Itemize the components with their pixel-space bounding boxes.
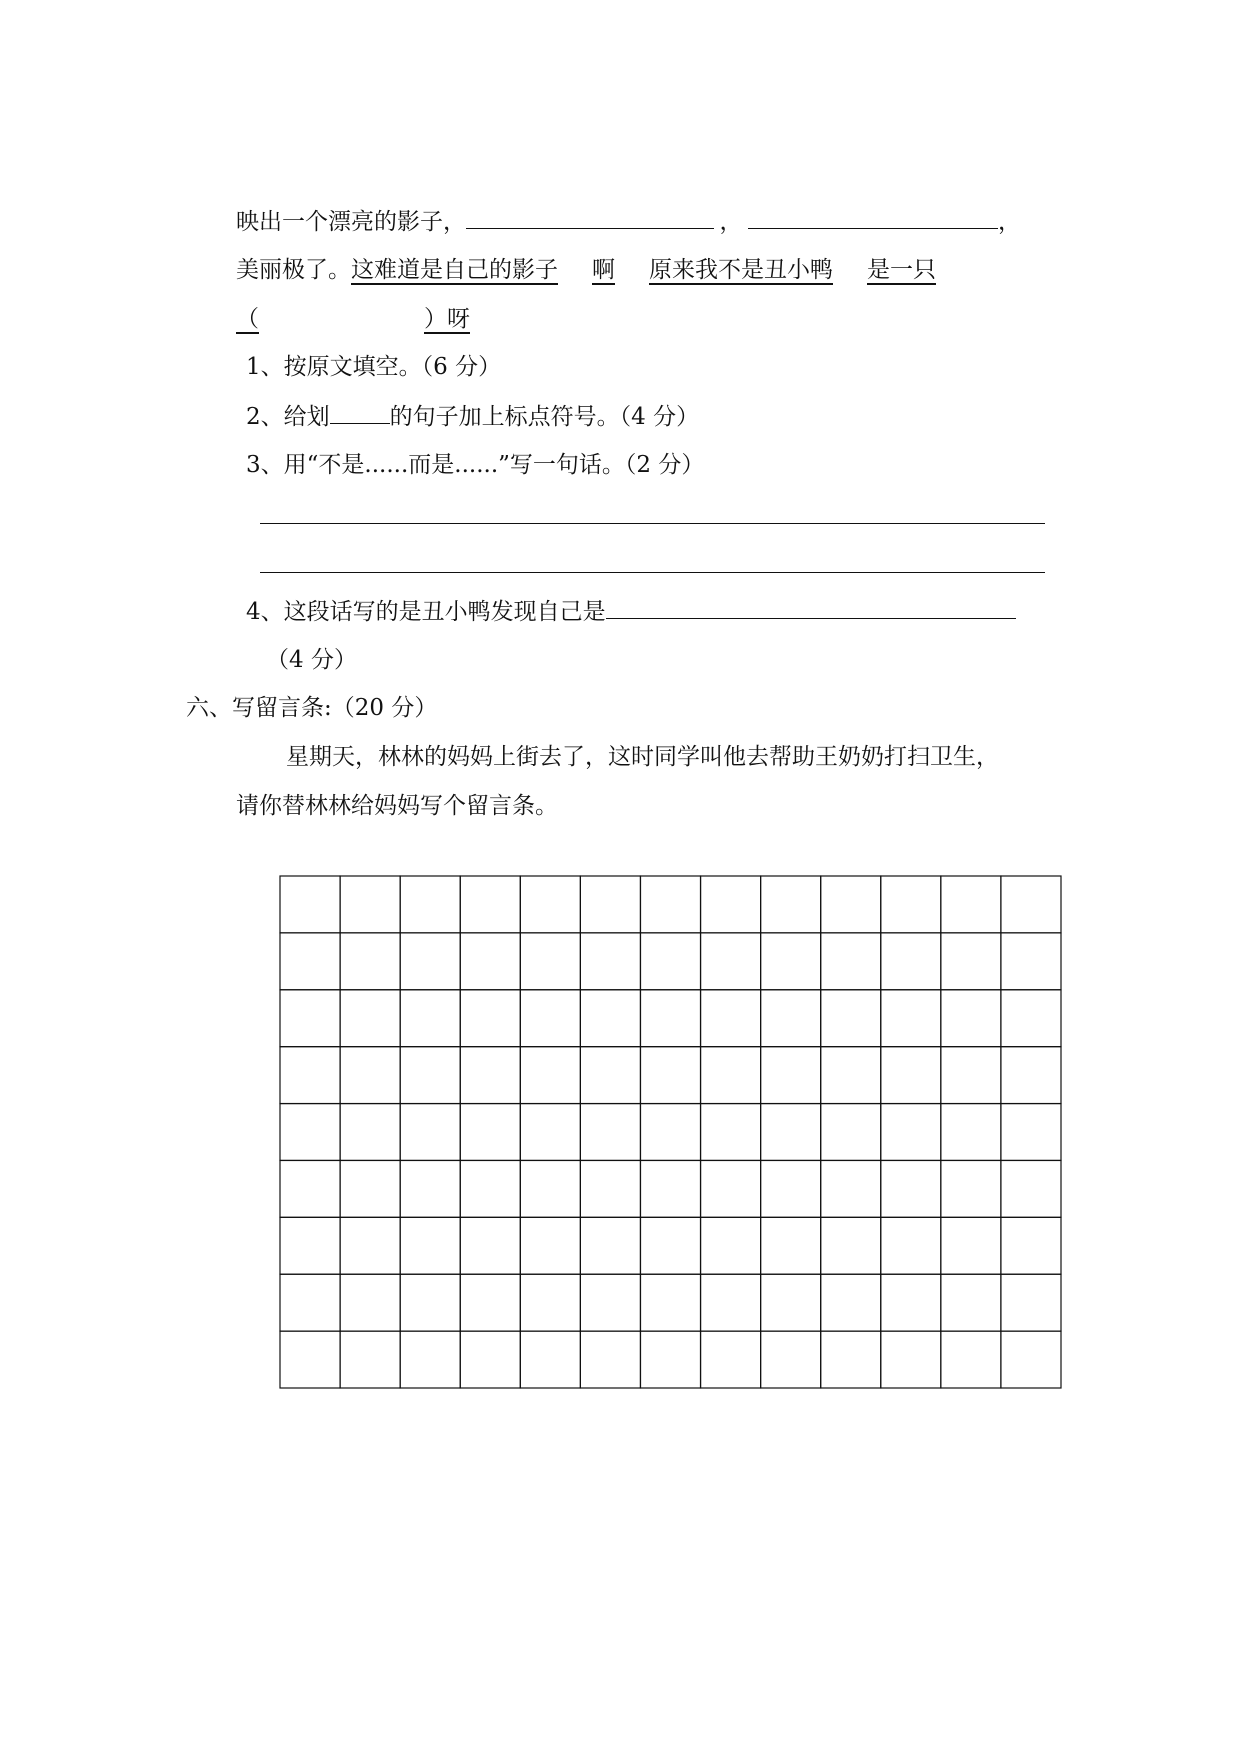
question-1: 1、按原文填空。（6 分） [246,354,502,380]
grid-cell[interactable] [280,933,340,990]
writing-grid[interactable] [279,875,1062,1389]
grid-cell[interactable] [400,1160,460,1217]
paren-close: ）呀 [424,306,470,332]
grid-cell[interactable] [941,876,1001,933]
section-6-prompt-line-2: 请你替林林给妈妈写个留言条。 [236,793,558,819]
grid-cell[interactable] [821,1047,881,1104]
grid-cell[interactable] [640,1104,700,1161]
grid-cell[interactable] [761,1274,821,1331]
grid-cell[interactable] [640,1160,700,1217]
grid-cell[interactable] [881,1217,941,1274]
grid-cell[interactable] [460,990,520,1047]
grid-cell[interactable] [280,1160,340,1217]
grid-cell[interactable] [580,1047,640,1104]
grid-cell[interactable] [340,1217,400,1274]
grid-cell[interactable] [640,1217,700,1274]
grid-cell[interactable] [520,1274,580,1331]
grid-cell[interactable] [640,1047,700,1104]
passage-line-1 [236,206,1021,237]
grid-cell[interactable] [280,1047,340,1104]
grid-cell[interactable] [881,1274,941,1331]
question-2 [246,401,699,432]
grid-cell[interactable] [520,933,580,990]
grid-cell[interactable] [941,1217,1001,1274]
fill-blank-4[interactable] [606,596,1016,619]
grid-cell[interactable] [640,990,700,1047]
grid-cell[interactable] [400,1104,460,1161]
grid-cell[interactable] [460,1160,520,1217]
grid-cell[interactable] [520,990,580,1047]
grid-cell[interactable] [821,1160,881,1217]
grid-cell[interactable] [881,1160,941,1217]
grid-cell[interactable] [340,876,400,933]
grid-cell[interactable] [460,1217,520,1274]
grid-cell[interactable] [701,990,761,1047]
grid-cell[interactable] [701,1160,761,1217]
grid-cell[interactable] [340,1160,400,1217]
grid-cell[interactable] [460,1274,520,1331]
grid-cell[interactable] [941,1104,1001,1161]
grid-cell[interactable] [761,1160,821,1217]
question-2-prefix: 2、给划 [246,404,330,430]
grid-cell[interactable] [340,1274,400,1331]
grid-cell[interactable] [761,1217,821,1274]
grid-cell[interactable] [701,1217,761,1274]
grid-cell[interactable] [460,1331,520,1388]
grid-cell[interactable] [701,1331,761,1388]
grid-cell[interactable] [701,1047,761,1104]
grid-cell[interactable] [821,876,881,933]
grid-cell[interactable] [941,1160,1001,1217]
grid-cell[interactable] [580,1331,640,1388]
grid-cell[interactable] [941,1047,1001,1104]
grid-cell[interactable] [460,876,520,933]
section-6-title: 六、写留言条:（20 分） [186,695,438,721]
grid-cell[interactable] [400,1217,460,1274]
grid-cell[interactable] [701,933,761,990]
grid-cell[interactable] [701,1104,761,1161]
answer-line-2[interactable] [260,572,1045,573]
comma: ， [998,209,1021,235]
sentence-part: 这难道是自己的影子 [351,257,558,283]
passage-text: 映出一个漂亮的影子， [236,209,466,235]
grid-cell[interactable] [761,990,821,1047]
paren-blank[interactable] [259,304,424,334]
grid-cell[interactable] [881,990,941,1047]
passage-line-3 [236,304,470,334]
grid-cell[interactable] [580,1274,640,1331]
paren-open: （ [236,306,259,332]
grid-cell[interactable] [821,1104,881,1161]
question-4-text: 4、这段话写的是丑小鸭发现自己是 [246,599,606,625]
grid-cell[interactable] [941,933,1001,990]
grid-cell[interactable] [1001,1217,1061,1274]
grid-cell[interactable] [761,876,821,933]
grid-cell[interactable] [520,1160,580,1217]
grid-cell[interactable] [761,1331,821,1388]
grid-cell[interactable] [640,933,700,990]
grid-cell[interactable] [881,876,941,933]
grid-cell[interactable] [941,1331,1001,1388]
grid-cell[interactable] [400,876,460,933]
grid-cell[interactable] [580,990,640,1047]
grid-cell[interactable] [580,1104,640,1161]
grid-cell[interactable] [340,1047,400,1104]
grid-cell[interactable] [1001,1160,1061,1217]
sentence-part: 是一只 [867,257,936,283]
grid-cell[interactable] [701,1274,761,1331]
grid-cell[interactable] [280,1274,340,1331]
grid-cell[interactable] [520,876,580,933]
underlined-sentence-continued [236,306,470,332]
grid-cell[interactable] [280,876,340,933]
grid-cell[interactable] [400,1047,460,1104]
grid-cell[interactable] [1001,1274,1061,1331]
grid-cell[interactable] [580,1217,640,1274]
grid-cell[interactable] [761,1104,821,1161]
grid-cell[interactable] [1001,1104,1061,1161]
underline-sample [330,401,390,424]
question-2-suffix: 的句子加上标点符号。（4 分） [389,404,700,430]
sentence-part: 啊 [592,257,615,283]
passage-text: 美丽极了。 [236,257,351,283]
grid-cell[interactable] [280,990,340,1047]
grid-cell[interactable] [761,1047,821,1104]
grid-cell[interactable] [340,1104,400,1161]
grid-cell[interactable] [280,1217,340,1274]
fill-blank-1[interactable] [466,206,714,229]
grid-cell[interactable] [821,1274,881,1331]
grid-cell[interactable] [941,990,1001,1047]
section-6-prompt-line-1: 星期天，林林的妈妈上街去了，这时同学叫他去帮助王奶奶打扫卫生， [286,744,999,770]
grid-cell[interactable] [761,933,821,990]
grid-cell[interactable] [821,933,881,990]
comma: ， [719,209,743,235]
grid-cell[interactable] [821,990,881,1047]
sentence-part: 原来我不是丑小鸭 [649,257,833,283]
question-4 [246,596,1016,627]
grid-cell[interactable] [460,1104,520,1161]
grid-cell[interactable] [821,1217,881,1274]
grid-cell[interactable] [821,1331,881,1388]
grid-cell[interactable] [520,1104,580,1161]
passage-line-2 [236,255,936,285]
grid-cell[interactable] [400,1274,460,1331]
underlined-sentence [351,257,936,283]
grid-cell[interactable] [1001,990,1061,1047]
question-4-score: （4 分） [266,647,357,673]
grid-cell[interactable] [280,1104,340,1161]
grid-cell[interactable] [640,1331,700,1388]
grid-cell[interactable] [1001,1047,1061,1104]
grid-cell[interactable] [280,1331,340,1388]
grid-cell[interactable] [400,990,460,1047]
grid-cell[interactable] [520,1047,580,1104]
grid-cell[interactable] [640,1274,700,1331]
grid-cell[interactable] [580,876,640,933]
grid-cell[interactable] [1001,1331,1061,1388]
grid-cell[interactable] [580,1160,640,1217]
grid-cell[interactable] [460,1047,520,1104]
grid-cell[interactable] [580,933,640,990]
grid-cell[interactable] [400,933,460,990]
grid-cell[interactable] [520,1217,580,1274]
grid-cell[interactable] [1001,876,1061,933]
question-3: 3、用“不是......而是......”写一句话。（2 分） [246,452,705,478]
fill-blank-2[interactable] [748,206,998,229]
grid-cell[interactable] [1001,933,1061,990]
grid-cell[interactable] [881,1331,941,1388]
grid-cell[interactable] [881,1104,941,1161]
grid-cell[interactable] [520,1331,580,1388]
grid-cell[interactable] [941,1274,1001,1331]
grid-cell[interactable] [640,876,700,933]
grid-cell[interactable] [881,1047,941,1104]
grid-cell[interactable] [881,933,941,990]
grid-cell[interactable] [701,876,761,933]
grid-cell[interactable] [400,1331,460,1388]
grid-cell[interactable] [460,933,520,990]
grid-cell[interactable] [340,1331,400,1388]
answer-line-1[interactable] [260,523,1045,524]
grid-cell[interactable] [340,933,400,990]
grid-cell[interactable] [340,990,400,1047]
